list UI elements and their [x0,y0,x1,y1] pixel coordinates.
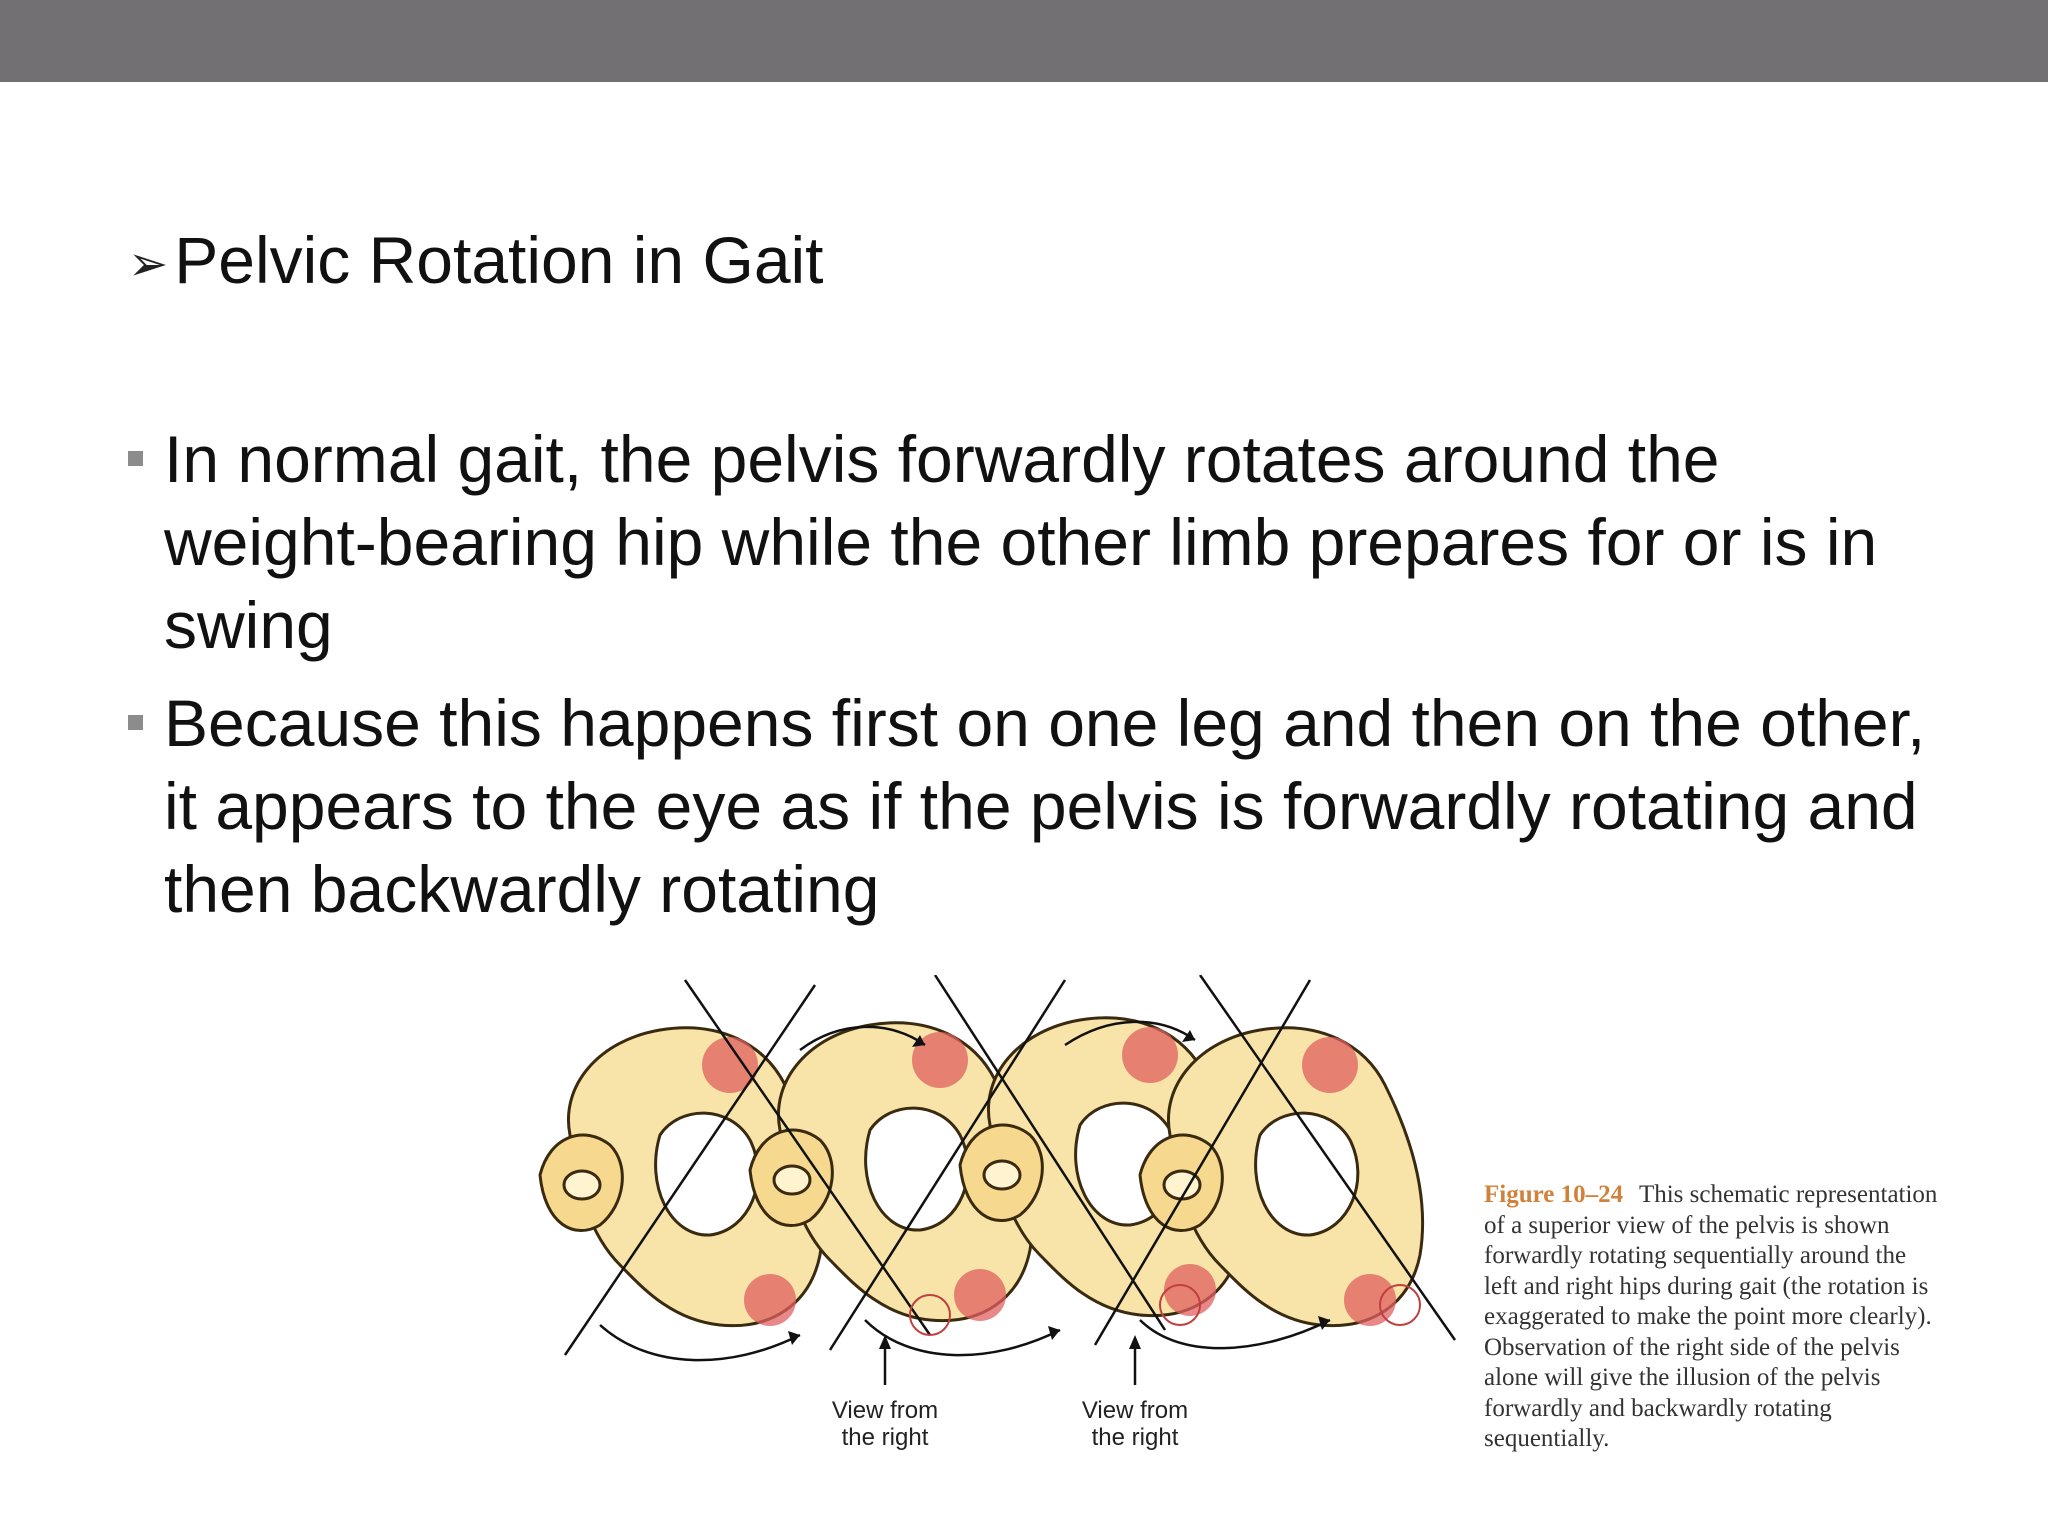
top-bar [0,0,2048,82]
view-label [815,1397,955,1451]
caption-text: This schematic representation of a superior view of the pelvis is shown forwardly rotating sequentially around the left and right hips during gait (the rotation is exaggerated to make the point more clearly). Observation of the right side of the pelvis alone will give the illusion of the pelvis forwardly and backwardly rotating sequentially. [1484,1181,1938,1452]
bullet-item [128,418,1928,667]
square-bullet-icon [128,715,143,730]
view-label-line: View from [1081,1397,1189,1424]
square-bullet-icon [128,451,143,466]
view-label-line: View from [831,1397,939,1424]
view-label-line: the right [841,1424,929,1451]
view-label-line: the right [1091,1424,1179,1451]
heading-text: Pelvic Rotation in Gait [174,223,824,297]
bullet-item [128,682,1928,931]
bullet-text: In normal gait, the pelvis forwardly rotates around the weight-bearing hip while the other limb prepares for or is in swing [164,422,1878,662]
arrow-bullet-icon: ➢ [128,238,169,291]
pelvis-rotation-figure [530,975,1460,1475]
slide-heading [128,222,824,298]
bullet-text: Because this happens first on one leg and then on the other, it appears to the eye as if the pelvis is forwardly rotating and then backwardly rotating [164,686,1926,926]
figure-number: Figure 10–24 [1484,1181,1624,1208]
bullet-list [128,418,1928,946]
figure-caption [1484,1180,1944,1455]
view-label [1065,1397,1205,1451]
pelvis-illustration [530,975,1460,1475]
